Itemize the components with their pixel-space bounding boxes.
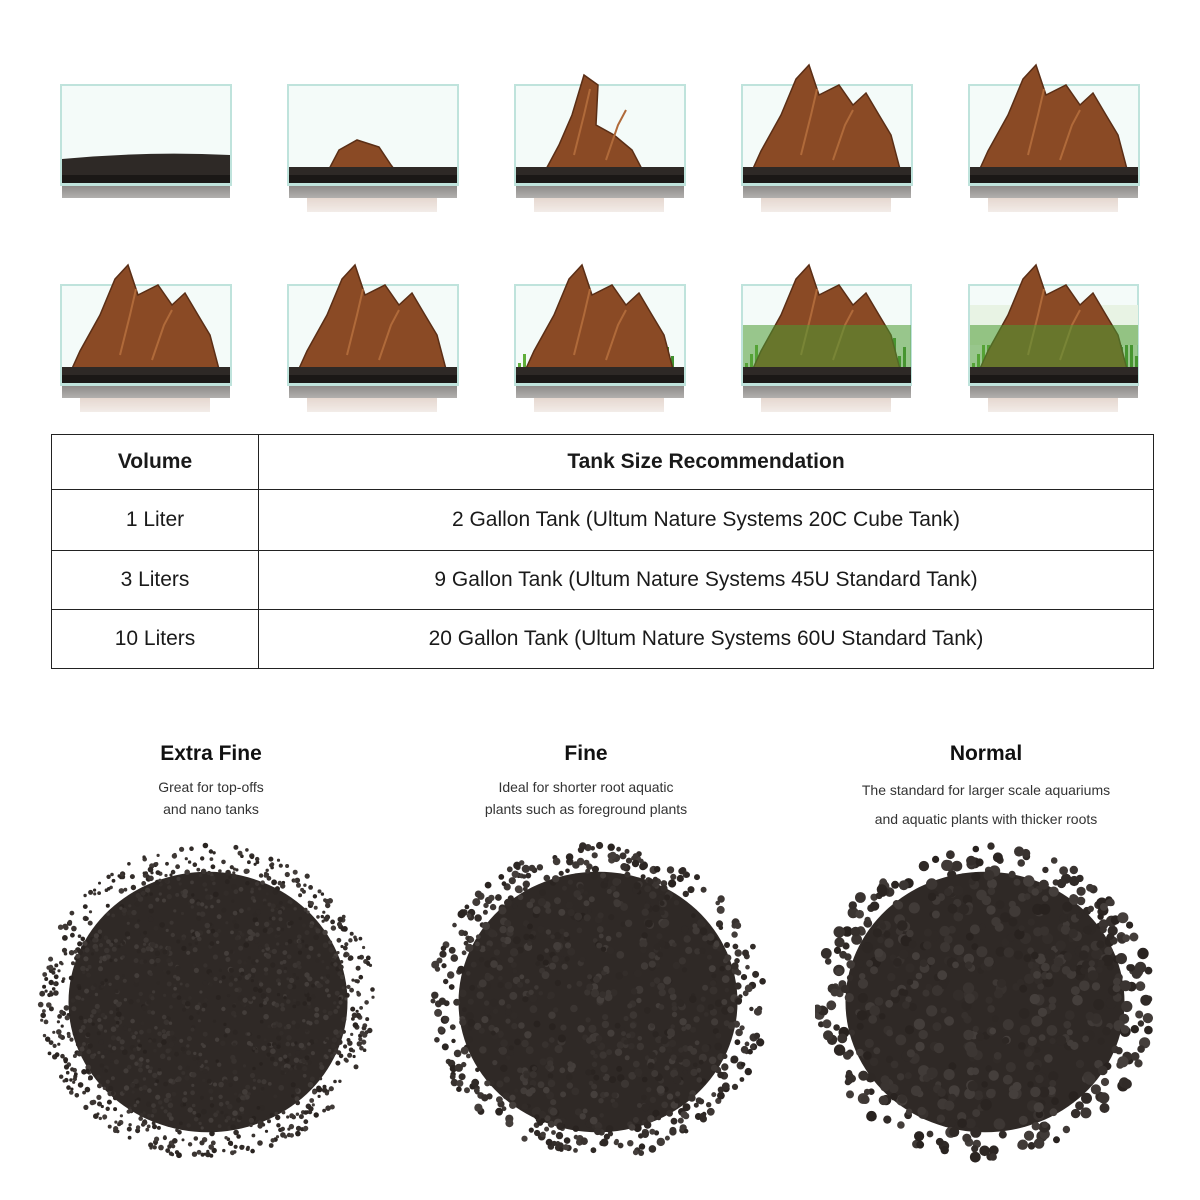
description-line: Great for top-offs <box>158 779 264 795</box>
tank-stage-5-image <box>968 55 1140 225</box>
tank-size-table <box>51 434 1154 669</box>
grain-title: Normal <box>949 742 1023 765</box>
cell-tank: 9 Gallon Tank (Ultum Nature Systems 45U Standard Tank) <box>259 551 1154 610</box>
grain-title: Extra Fine <box>160 742 262 765</box>
grain-description <box>41 776 381 820</box>
cell-volume: 3 Liters <box>52 551 259 610</box>
tank-stage-2-image <box>287 55 459 225</box>
extra-fine-soil-pile-image <box>30 830 380 1160</box>
tank-stage-1-image <box>60 55 232 225</box>
description-line: plants such as foreground plants <box>484 801 688 817</box>
cell-volume: 1 Liter <box>52 490 259 551</box>
tank-stage-6-image <box>60 255 232 425</box>
fine-soil-pile-image <box>420 830 770 1170</box>
grain-description <box>416 776 756 820</box>
tank-stage-7-image <box>287 255 459 425</box>
table-row <box>52 490 1154 551</box>
table-row <box>52 551 1154 610</box>
normal-soil-pile-image <box>815 830 1165 1170</box>
tank-stage-10-image <box>968 255 1140 425</box>
tank-stage-9-image <box>741 255 913 425</box>
grain-fine <box>416 742 756 820</box>
tank-stage-4-image <box>741 55 913 225</box>
grain-extra-fine <box>41 742 381 820</box>
tank-stage-8-image <box>514 255 686 425</box>
cell-tank: 2 Gallon Tank (Ultum Nature Systems 20C Cube Tank) <box>259 490 1154 551</box>
grain-normal <box>816 742 1156 834</box>
tank-stage-3-image <box>514 55 686 225</box>
description-line: Ideal for shorter root aquatic <box>498 779 674 795</box>
header-volume: Volume <box>52 435 259 490</box>
description-line: and nano tanks <box>163 801 259 817</box>
grain-description <box>816 776 1156 834</box>
grain-title: Fine <box>564 742 608 765</box>
description-line: The standard for larger scale aquariums <box>861 782 1111 798</box>
table-row <box>52 610 1154 669</box>
cell-tank: 20 Gallon Tank (Ultum Nature Systems 60U Standard Tank) <box>259 610 1154 669</box>
description-line: and aquatic plants with thicker roots <box>874 811 1098 827</box>
header-tank-size: Tank Size Recommendation <box>259 435 1154 490</box>
table-header-row <box>52 435 1154 490</box>
aquascape-progression-grid <box>60 55 1142 427</box>
cell-volume: 10 Liters <box>52 610 259 669</box>
